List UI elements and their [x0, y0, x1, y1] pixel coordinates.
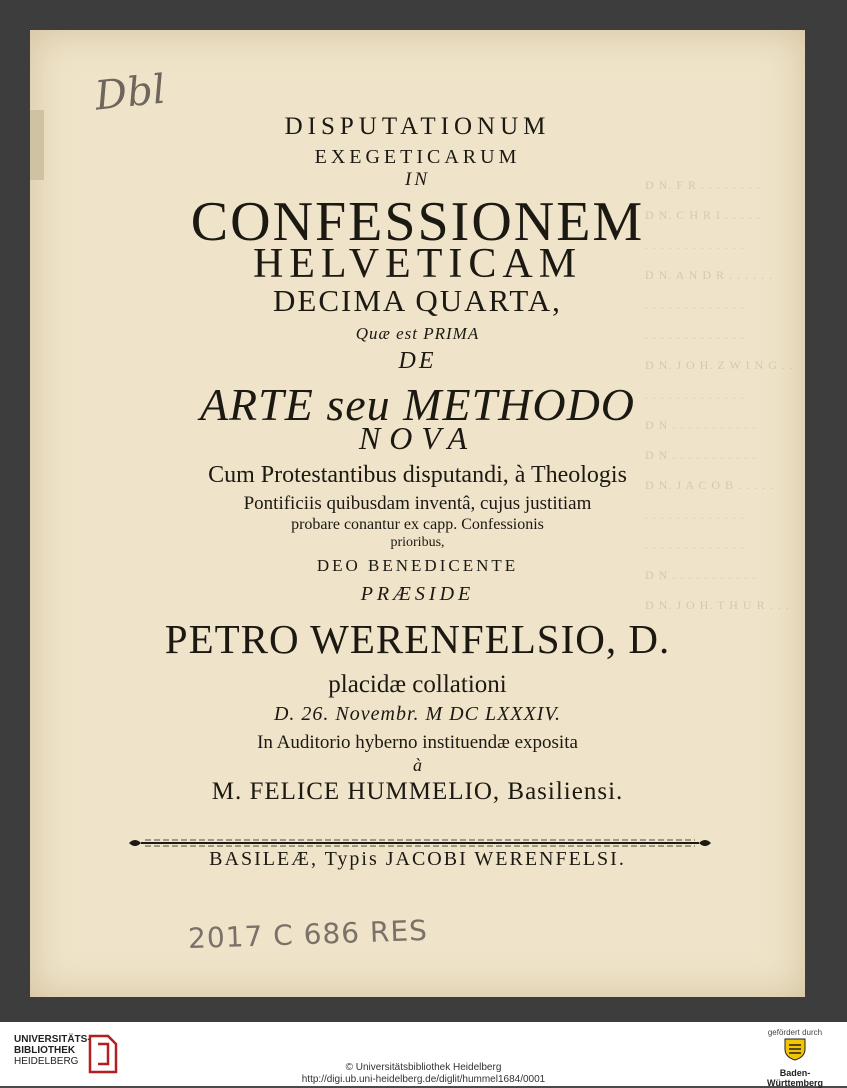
- disputation-date: D. 26. Novembr. M DC LXXXIV.: [273, 703, 562, 725]
- permalink-url[interactable]: http://digi.ub.uni-heidelberg.de/diglit/hummel1684/0001: [301, 1074, 546, 1085]
- credit-block: [0, 1062, 847, 1086]
- title-line-de: DE: [398, 348, 437, 374]
- subtitle-line-2: Pontificiis quibusdam inventâ, cujus justitiam: [243, 493, 592, 514]
- title-line-nova: NOVA: [358, 420, 477, 456]
- deo-benedicente: DEO BENEDICENTE: [316, 556, 519, 575]
- funder-name: Baden-Württemberg: [767, 1068, 823, 1088]
- library-name-line-1: UNIVERSITÄTS-: [14, 1034, 91, 1045]
- subtitle-line-3: probare conantur ex capp. Confessionis: [291, 516, 544, 533]
- imprint: BASILEÆ, Typis JACOBI WERENFELSI.: [209, 848, 626, 870]
- praeses-name: PETRO WERENFELSIO, D.: [164, 616, 671, 662]
- handwritten-shelfmark: 2017 C 686 RES: [187, 913, 429, 956]
- library-name-line-2: BIBLIOTHEK: [14, 1045, 76, 1056]
- subtitle-line-4: prioribus,: [390, 535, 445, 550]
- footer-bar: [0, 1022, 847, 1086]
- placidae-collationi: placidæ collationi: [328, 671, 507, 698]
- title-line-in: IN: [405, 169, 430, 190]
- title-line-helveticam: HELVETICAM: [252, 241, 583, 287]
- title-line-arte-seu-methodo: ARTE seu METHODO: [199, 379, 636, 430]
- title-line-decima-quarta: DECIMA QUARTA,: [273, 283, 562, 318]
- copyright-text: © Universitätsbibliothek Heidelberg: [345, 1062, 502, 1073]
- coat-of-arms-icon: [780, 1037, 810, 1061]
- a-line: à: [413, 755, 422, 775]
- funder-logo[interactable]: [757, 1028, 833, 1088]
- title-line-quae-est-prima: Quæ est PRIMA: [355, 324, 480, 343]
- title-page: [30, 30, 805, 997]
- library-name-line-3: HEIDELBERG: [14, 1056, 79, 1067]
- title-line-disputationum: DISPUTATIONUM: [284, 113, 551, 140]
- praeside: PRÆSIDE: [360, 583, 475, 605]
- bleed-through-text: D N. F R . . . . . . . . D N. C H R I . . . . . . . . . . . . . . . . . . D N. A N D R . . . . . . . . . . . . . . . . . . . . . . . . . . . . . . . . D N. J O H. Z W I N G . . . . . . . . . . . . . . . D N . . . . . . . . . . . D N . . . . . . . . . . . D N. J A C O B . . . . . . . . . . . . . . . . . . . . . . . . . . . . . . . D N . . . . . . . . . . . D N. J O H. T H U R . . .: [645, 178, 794, 612]
- auditorio-line: In Auditorio hyberno instituendæ exposita: [257, 732, 578, 753]
- title-line-exegeticarum: EXEGETICARUM: [314, 146, 521, 168]
- respondent-name: M. FELICE HUMMELIO, Basiliensi.: [211, 778, 624, 805]
- funded-by-text: gefördert durch: [767, 1028, 823, 1037]
- subtitle-line-1: Cum Protestantibus disputandi, à Theologis: [208, 462, 627, 488]
- title-line-confessionem: CONFESSIONEM: [190, 191, 645, 253]
- handwritten-note: Dbl: [92, 66, 168, 120]
